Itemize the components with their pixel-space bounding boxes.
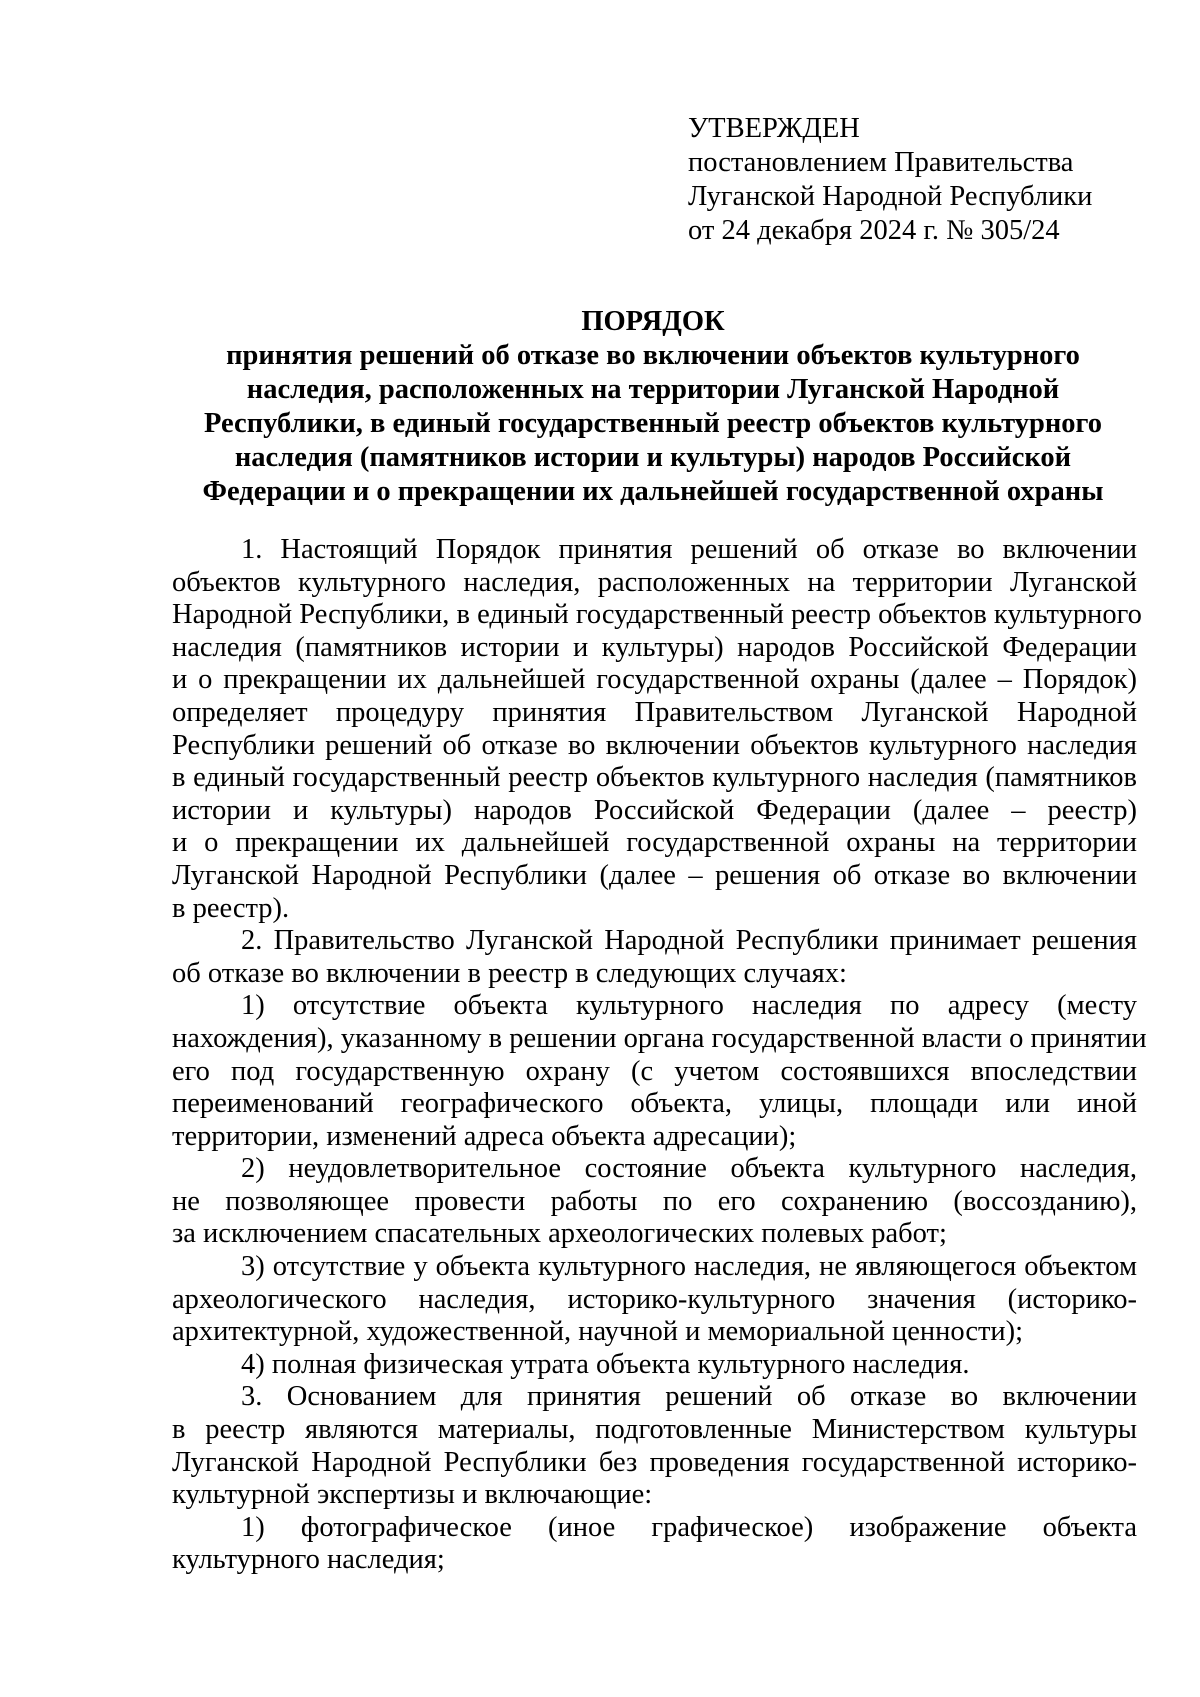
text-line: и о прекращении их дальнейшей государственной охраны на территории	[172, 827, 1137, 859]
approval-line: от 24 декабря 2024 г. № 305/24	[688, 215, 1060, 246]
title-line: наследия, расположенных на территории Луганской Народной	[246, 374, 1060, 405]
text-line: об отказе во включении в реестр в следующих случаях:	[172, 957, 847, 989]
title-line: Федерации и о прекращении их дальнейшей государственной охраны	[202, 476, 1104, 507]
approval-line: УТВЕРЖДЕН	[688, 113, 860, 144]
text-line: за исключением спасательных археологических полевых работ;	[172, 1218, 947, 1250]
text-line: Народной Республики, в единый государственный реестр объектов культурного	[172, 599, 1142, 631]
text-line: в реестр).	[172, 892, 290, 924]
text-line: 1) фотографическое (иное графическое) изображение объекта	[241, 1511, 1137, 1543]
paragraph-2	[172, 925, 1137, 990]
text-line: и о прекращении их дальнейшей государственной охраны (далее – Порядок)	[172, 664, 1137, 696]
paragraph-3	[172, 1381, 1137, 1511]
text-line: его под государственную охрану (с учетом состоявшихся впоследствии	[172, 1055, 1137, 1087]
paragraph-3-item-1	[172, 1512, 1137, 1577]
text-line: Луганской Народной Республики (далее – решения об отказе во включении	[172, 859, 1137, 891]
title-heading: ПОРЯДОК	[581, 306, 725, 337]
text-line: 3. Основанием для принятия решений об отказе во включении	[241, 1381, 1137, 1413]
text-line: Республики решений об отказе во включении объектов культурного наследия	[172, 729, 1137, 761]
text-line: 1) отсутствие объекта культурного наследия по адресу (месту	[241, 990, 1137, 1022]
text-line: территории, изменений адреса объекта адресации);	[172, 1120, 797, 1152]
text-line: архитектурной, художественной, научной и мемориальной ценности);	[172, 1316, 1024, 1348]
text-line: 4) полная физическая утрата объекта культурного наследия.	[241, 1348, 970, 1380]
text-line: археологического наследия, историко-культурного значения (историко-	[172, 1283, 1137, 1315]
text-line: культурного наследия;	[172, 1544, 445, 1576]
document-title	[170, 305, 1136, 509]
text-line: 2. Правительство Луганской Народной Республики принимает решения	[241, 925, 1137, 957]
title-line: наследия (памятников истории и культуры) народов Российской	[234, 442, 1072, 473]
text-line: не позволяющее провести работы по его сохранению (воссозданию),	[172, 1185, 1137, 1217]
text-line: переименований географического объекта, улицы, площади или иной	[172, 1088, 1137, 1120]
paragraph-2-item-4	[172, 1349, 1137, 1382]
text-line: 1. Настоящий Порядок принятия решений об отказе во включении	[241, 534, 1137, 565]
text-line: в единый государственный реестр объектов культурного наследия (памятников	[172, 762, 1137, 794]
text-line: Луганской Народной Республики без проведения государственной историко-	[172, 1446, 1137, 1478]
text-line: объектов культурного наследия, расположенных на территории Луганской	[172, 566, 1137, 598]
paragraph-2-item-3	[172, 1251, 1137, 1349]
paragraph-2-item-2	[172, 1153, 1137, 1251]
text-line: определяет процедуру принятия Правительством Луганской Народной	[172, 696, 1137, 728]
document-body	[172, 534, 1147, 1577]
text-line: наследия (памятников истории и культуры) народов Российской Федерации	[172, 631, 1137, 663]
title-line: принятия решений об отказе во включении объектов культурного	[226, 340, 1080, 371]
text-line: 3) отсутствие у объекта культурного наследия, не являющегося объектом	[241, 1251, 1137, 1283]
paragraph-1	[172, 534, 1142, 925]
text-line: нахождения), указанному в решении органа государственной власти о принятии	[172, 1022, 1147, 1054]
text-line: истории и культуры) народов Российской Федерации (далее – реестр)	[172, 794, 1137, 826]
approval-stamp	[688, 112, 1092, 248]
approval-line: Луганской Народной Республики	[688, 181, 1093, 212]
text-line: в реестр являются материалы, подготовленные Министерством культуры	[172, 1414, 1137, 1446]
title-line: Республики, в единый государственный реестр объектов культурного	[204, 408, 1102, 439]
text-line: культурной экспертизы и включающие:	[172, 1479, 653, 1511]
approval-line: постановлением Правительства	[688, 147, 1074, 178]
paragraph-2-item-1	[172, 990, 1147, 1153]
text-line: 2) неудовлетворительное состояние объекта культурного наследия,	[241, 1153, 1137, 1185]
